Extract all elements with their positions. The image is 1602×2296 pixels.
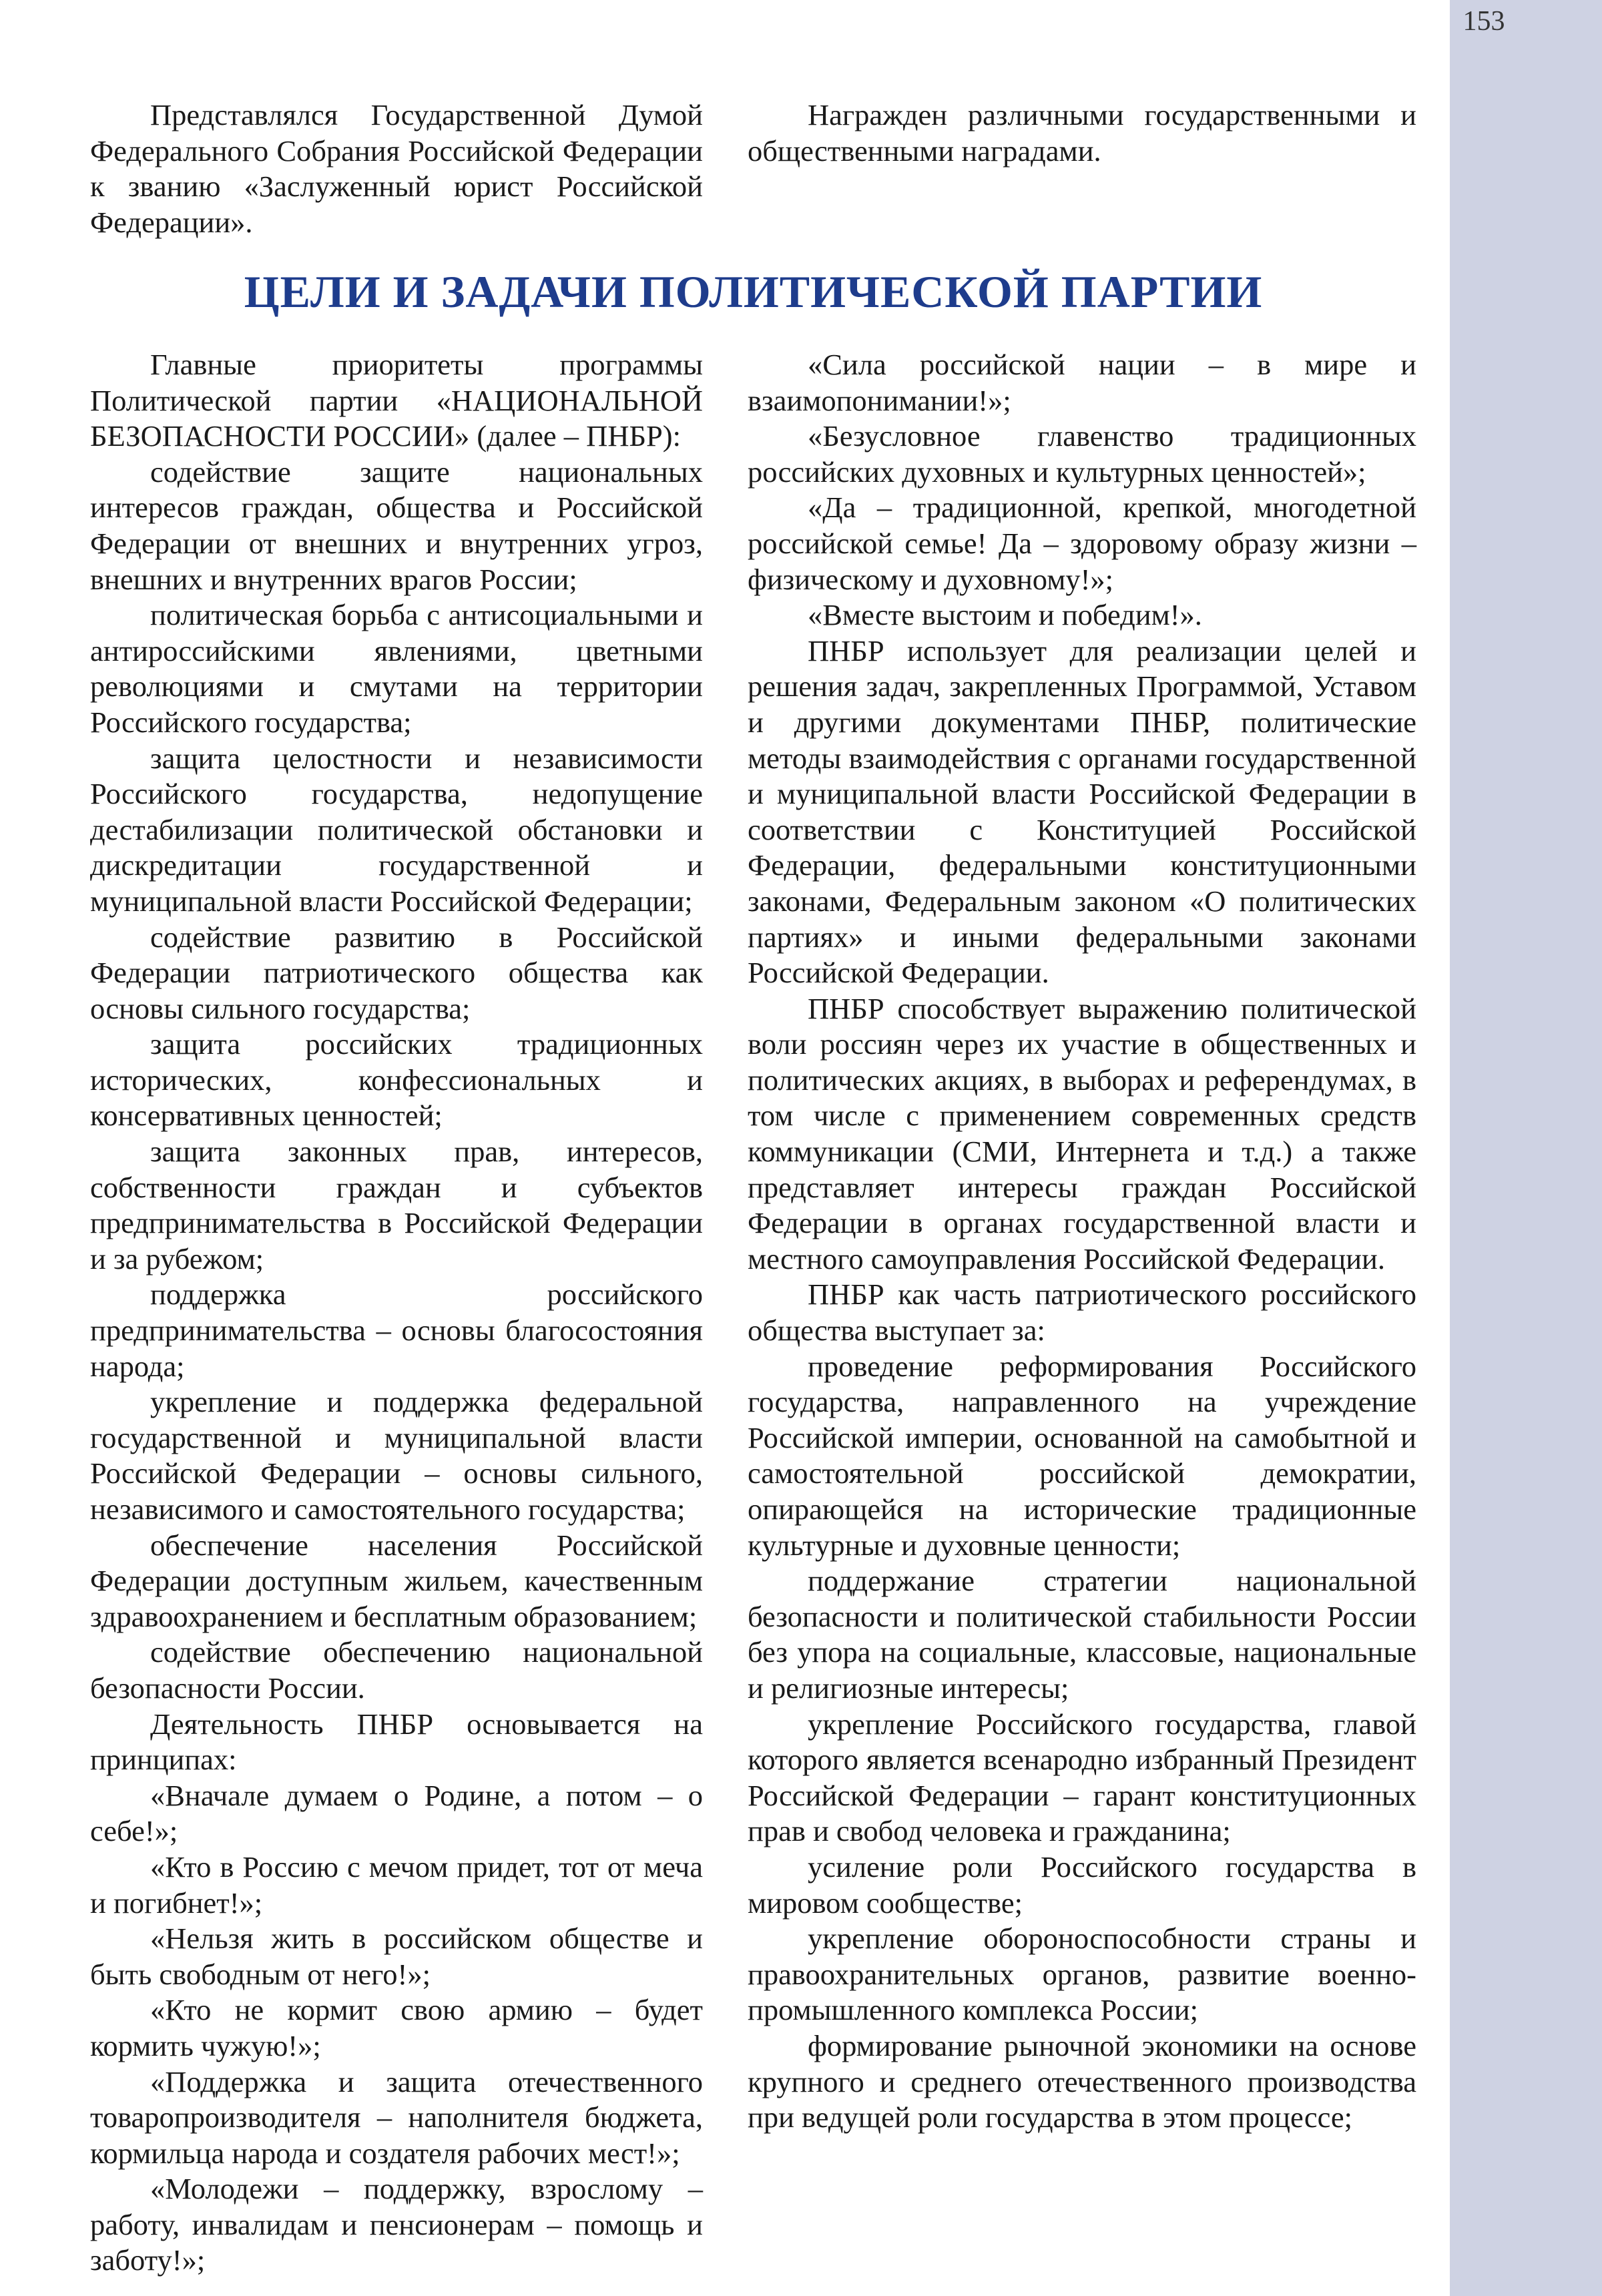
list-item: содействие развитию в Российской Федерации патриотического общества как основы сильного государства; [90, 920, 703, 1025]
principle-item: «Вначале думаем о Родине, а потом – о себе!»; [90, 1778, 703, 1848]
page-margin-band [1450, 0, 1602, 2296]
list-item: обеспечение населения Российской Федерации доступным жильем, качественным здравоохранением и бесплатным образованием; [90, 1528, 703, 1633]
principle-item: «Нельзя жить в российском обществе и быть свободным от него!»; [90, 1922, 703, 1991]
list-item: поддержка российского предпринимательства – основы благосостояния народа; [90, 1277, 703, 1383]
list-item: формирование рыночной экономики на основе крупного и среднего отечественного производства при ведущей роли государства в этом процессе; [748, 2028, 1416, 2134]
intro-column-right [748, 97, 1416, 169]
principle-item: «Кто не кормит свою армию – будет кормить чужую!»; [90, 1993, 703, 2062]
paragraph: ПНБР способствует выражению политической воли россиян через их участие в общественных и политических акциях, в выборах и референдумах, в том числе с применением современных средств коммуникации (СМИ, Интернета и т.д.) а также представляет интересы граждан Российской Федерации в органах государственной власти и местного самоуправления Российской Федерации. [748, 991, 1416, 1275]
list-item: проведение реформирования Российского государства, направленного на учреждение Российской империи, основанной на самобытной и самостоятельной российской демократии, опирающейся на исторические традиционные культурные и духовные ценности; [748, 1349, 1416, 1562]
section-title: ЦЕЛИ И ЗАДАЧИ ПОЛИТИЧЕСКОЙ ПАРТИИ [244, 266, 1263, 317]
principle-item: «Сила российской нации – в мире и взаимопонимании!»; [748, 348, 1416, 417]
paragraph: Представлялся Государственной Думой Федерального Собрания Российской Федерации к званию «Заслуженный юрист Российской Федерации». [90, 98, 703, 239]
list-item: укрепление Российского государства, главой которого является всенародно избранный Президент Российской Федерации – гарант конституционных прав и свобод человека и гражданина; [748, 1707, 1416, 1848]
principle-item: «Кто в Россию с мечом придет, тот от меча и погибнет!»; [90, 1849, 703, 1920]
principle-item: «Да – традиционной, крепкой, многодетной российской семье! Да – здоровому образу жизни – физическому и духовному!»; [748, 491, 1416, 596]
principle-item: «Безусловное главенство традиционных российских духовных и культурных ценностей»; [748, 419, 1416, 489]
paragraph: Деятельность ПНБР основывается на принципах: [90, 1707, 703, 1777]
body-column-right [748, 347, 1416, 2136]
list-item: защита законных прав, интересов, собственности граждан и субъектов предпринимательства в Российской Федерации и за рубежом; [90, 1135, 703, 1275]
list-item: укрепление обороноспособности страны и правоохранительных органов, развитие военно-промышленного комплекса России; [748, 1922, 1416, 2027]
intro-column-left [90, 97, 703, 240]
list-item: поддержание стратегии национальной безопасности и политической стабильности России без упора на социальные, классовые, национальные и религиозные интересы; [748, 1564, 1416, 1705]
list-item: содействие защите национальных интересов граждан, общества и Российской Федерации от внешних и внутренних угроз, внешних и внутренних врагов России; [90, 455, 703, 596]
page-number: 153 [1462, 6, 1505, 37]
list-item: защита российских традиционных исторических, конфессиональных и консервативных ценностей; [90, 1027, 703, 1133]
list-item: политическая борьба с антисоциальными и антироссийскими явлениями, цветными революциями и смутами на территории Российского государства; [90, 598, 703, 739]
paragraph: ПНБР использует для реализации целей и решения задач, закрепленных Программой, Уставом и другими документами ПНБР, политические методы взаимодействия с органами государственной и муниципальной власти Российской Федерации в соответствии с Конституцией Российской Федерации, федеральными конституционными законами, Федеральным законом «О политических партиях» и иными федеральными законами Российской Федерации. [748, 633, 1416, 990]
paragraph: Главные приоритеты программы Политической партии «НАЦИОНАЛЬНОЙ БЕЗОПАСНОСТИ РОССИИ» (далее – ПНБР): [90, 348, 703, 453]
list-item: усиление роли Российского государства в мировом сообществе; [748, 1849, 1416, 1920]
principle-item: «Вместе выстоим и победим!». [808, 598, 1202, 632]
principle-item: «Молодежи – поддержку, взрослому – работу, инвалидам и пенсионерам – помощь и заботу!»; [90, 2172, 703, 2277]
list-item: содействие обеспечению национальной безопасности России. [90, 1635, 703, 1705]
paragraph: Награжден различными государственными и общественными наградами. [748, 98, 1416, 168]
paragraph: ПНБР как часть патриотического российского общества выступает за: [748, 1277, 1416, 1348]
principle-item: «Поддержка и защита отечественного товаропроизводителя – наполнителя бюджета, кормильца народа и создателя рабочих мест!»; [90, 2064, 703, 2170]
list-item: защита целостности и независимости Российского государства, недопущение дестабилизации политической обстановки и дискредитации государственной и муниципальной власти Российской Федерации; [90, 741, 703, 918]
body-column-left [90, 347, 703, 2279]
list-item: укрепление и поддержка федеральной государственной и муниципальной власти Российской Федерации – основы сильного, независимого и самостоятельного государства; [90, 1385, 703, 1526]
